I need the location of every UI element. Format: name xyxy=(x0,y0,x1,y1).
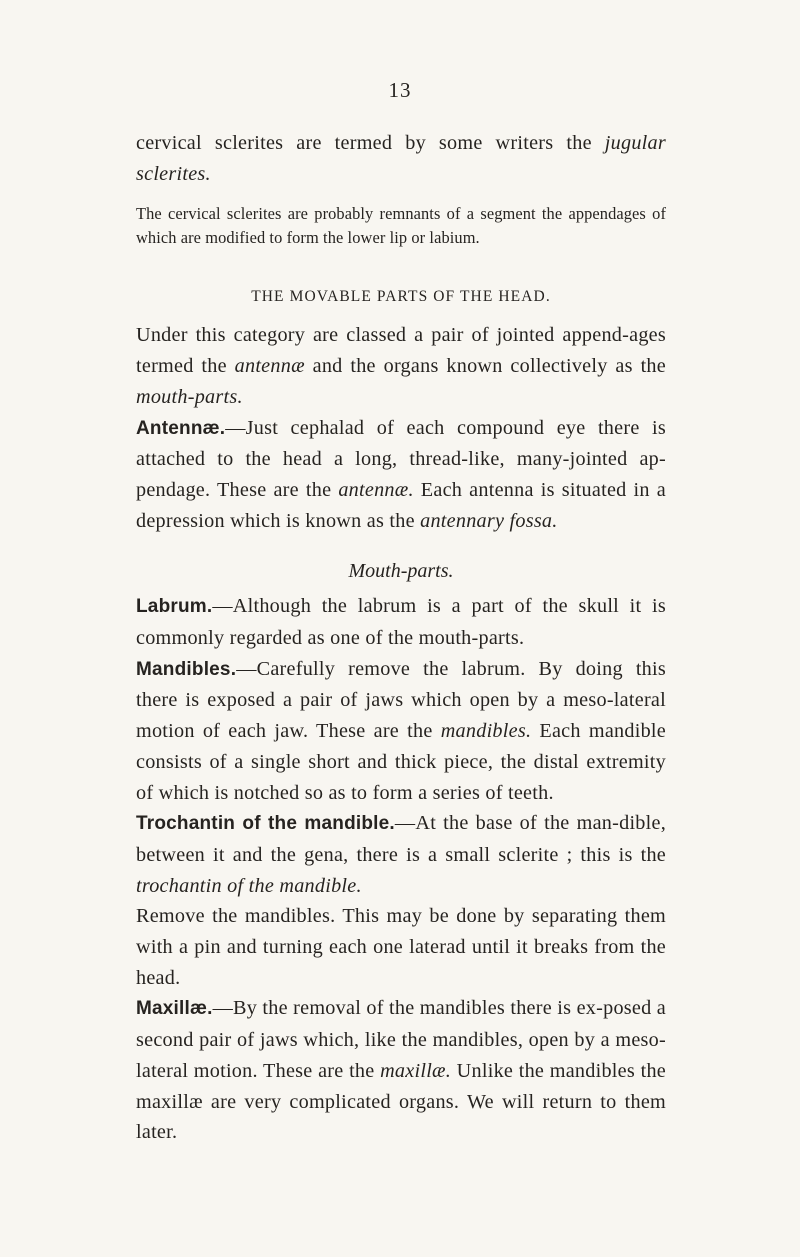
paragraph-text: Under this category are classed a pair of jointed append-ages termed the xyxy=(136,324,666,378)
paragraph-cervical-sclerites xyxy=(136,128,666,189)
paragraph-text: —Just cephalad of each compound eye there is attached to the head a long, thread-like, many-jointed ap-pendage. These are the xyxy=(136,416,666,501)
term-trochantin: Trochantin of the mandible. xyxy=(136,813,395,835)
subheading-mouth-parts: Mouth-parts. xyxy=(348,560,454,583)
paragraph-text: and the organs known collectively as the xyxy=(304,355,666,378)
italic-term-maxillae: maxillæ. xyxy=(380,1059,452,1082)
paragraph-text: Unlike the mandibles the maxillæ are very complicated organs. We will return to them later. xyxy=(136,1059,666,1144)
term-mandibles: Mandibles. xyxy=(136,658,237,680)
section-heading: THE MOVABLE PARTS OF THE HEAD. xyxy=(251,288,551,306)
paragraph-text: —Carefully remove the labrum. By doing this there is exposed a pair of jaws which open by a meso-lateral motion of each jaw. These are the xyxy=(136,657,666,743)
italic-term-jugular-sclerites: jugular sclerites. xyxy=(136,132,666,185)
paragraph-intro xyxy=(136,320,666,412)
paragraph-remove-mandibles: Remove the mandibles. This may be done by separating them with a pin and turning each one laterad until it breaks from the head. xyxy=(136,905,666,989)
paragraph-text: Each antenna is situated in a depression which is known as the xyxy=(136,478,666,532)
paragraph-maxillae xyxy=(136,993,666,1148)
term-antennae: Antennæ. xyxy=(136,417,226,439)
note-cervical-sclerites: The cervical sclerites are probably remnants of a segment the appendages of which are modified to form the lower lip or labium. xyxy=(136,204,666,248)
paragraph-mandibles xyxy=(136,654,666,809)
paragraph-labrum xyxy=(136,591,666,653)
term-labrum: Labrum. xyxy=(136,596,213,618)
page-number: 13 xyxy=(388,78,412,102)
paragraph-text: —At the base of the man-dible, between it and the gena, there is a small sclerite ; this is the xyxy=(136,812,667,866)
paragraph-text: —By the removal of the mandibles there is ex-posed a second pair of jaws which, like the mandibles, open by a meso-lateral motion. These are the xyxy=(136,997,666,1082)
paragraph-trochantin xyxy=(136,808,666,901)
italic-term-antennae: antennæ. xyxy=(338,478,414,501)
italic-term-antennary-fossa: antennary fossa. xyxy=(420,509,558,532)
term-maxillae: Maxillæ. xyxy=(136,998,213,1020)
paragraph-antennae xyxy=(136,413,666,537)
italic-term-mandibles: mandibles. xyxy=(440,720,532,743)
paragraph-text: —Although the labrum is a part of the skull it is commonly regarded as one of the mouth-parts. xyxy=(136,595,666,650)
italic-term-antennae: antennæ xyxy=(234,355,305,378)
italic-term-mouth-parts: mouth-parts. xyxy=(136,385,243,408)
paragraph-text: Each mandible consists of a single short and thick piece, the distal extremity of which is notched so as to form a series of teeth. xyxy=(136,720,666,804)
italic-term-trochantin: trochantin of the mandible. xyxy=(136,874,362,897)
text-column xyxy=(136,128,666,1148)
paragraph-text: cervical sclerites are termed by some writers the xyxy=(136,132,605,154)
